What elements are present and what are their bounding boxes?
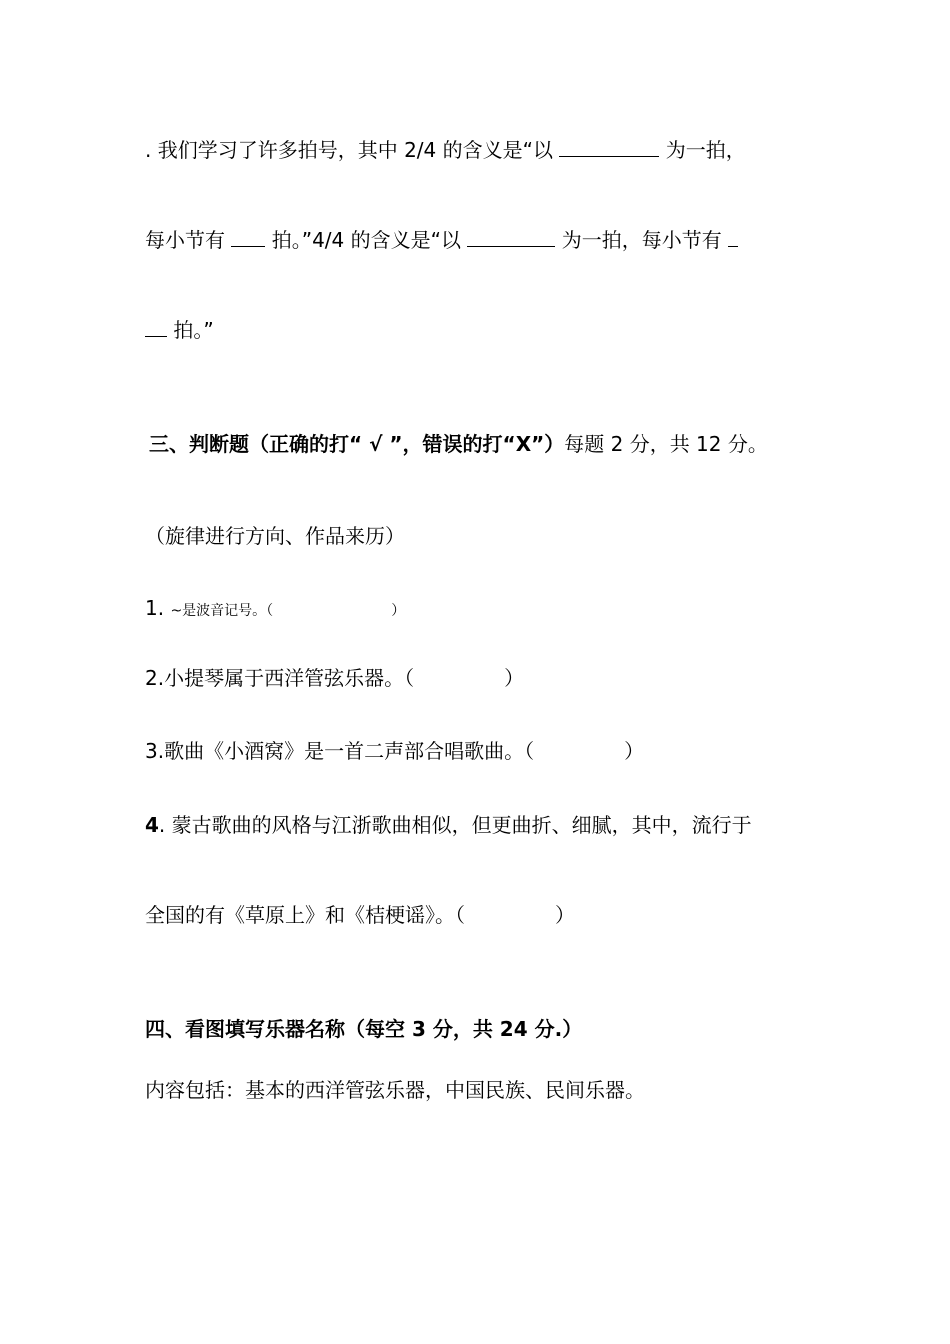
judge-item-4 [145,813,752,837]
item-text: . 蒙古歌曲的风格与江浙歌曲相似，但更曲折、细腻，其中，流行于 [158,813,752,837]
beat-question-text-2b: 拍。”4/4 的含义是“以 [271,228,461,252]
judge-item-3 [145,739,644,763]
judge-item-4-cont [145,903,575,927]
item-text: 小提琴属于西洋管弦乐器。（ [164,666,415,690]
item-number: 4 [145,813,159,837]
item-text-cont: 全国的有《草原上》和《桔梗谣》。（ [145,903,465,927]
answer-blank-1[interactable] [559,138,659,157]
section3-scope: （旋律进行方向、作品来历） [145,524,405,548]
section3-heading-score: 每题 2 分，共 12 分。 [564,432,768,456]
item-close-paren: ） [391,603,406,619]
answer-blank-4a[interactable] [728,228,738,247]
judge-item-1 [145,596,405,623]
beat-question-text-1a: . 我们学习了许多拍号，其中 2/4 的含义是“以 [145,138,553,162]
answer-blank-2[interactable] [231,228,265,247]
beat-question-line-1 [145,138,746,162]
answer-blank-4b[interactable] [145,318,167,337]
item-number: 2. [145,666,165,690]
section4-heading: 四、看图填写乐器名称（每空 3 分，共 24 分.） [145,1017,583,1041]
section4-content: 内容包括：基本的西洋管弦乐器，中国民族、民间乐器。 [145,1078,645,1102]
item-text: ~是波音记号。（ [170,603,274,619]
beat-question-line-2 [145,228,738,252]
section3-heading [149,432,768,456]
item-close-paren: ） [555,903,575,927]
beat-question-text-3: 拍。” [173,318,214,342]
judge-item-2 [145,666,524,690]
beat-question-text-2a: 每小节有 [145,228,225,252]
beat-question-text-1b: 为一拍， [665,138,746,162]
item-number: 3. [145,739,165,763]
beat-question-line-3 [145,318,214,342]
item-close-paren: ） [624,739,645,763]
item-close-paren: ） [504,666,525,690]
item-text: 歌曲《小酒窝》是一首二声部合唱歌曲。（ [164,739,535,763]
beat-question-text-2c: 为一拍，每小节有 [561,228,722,252]
section3-heading-bold: 三、判断题（正确的打“ √ ”，错误的打“X”） [149,432,565,456]
item-number: 1. [145,596,165,620]
answer-blank-3[interactable] [467,228,555,247]
